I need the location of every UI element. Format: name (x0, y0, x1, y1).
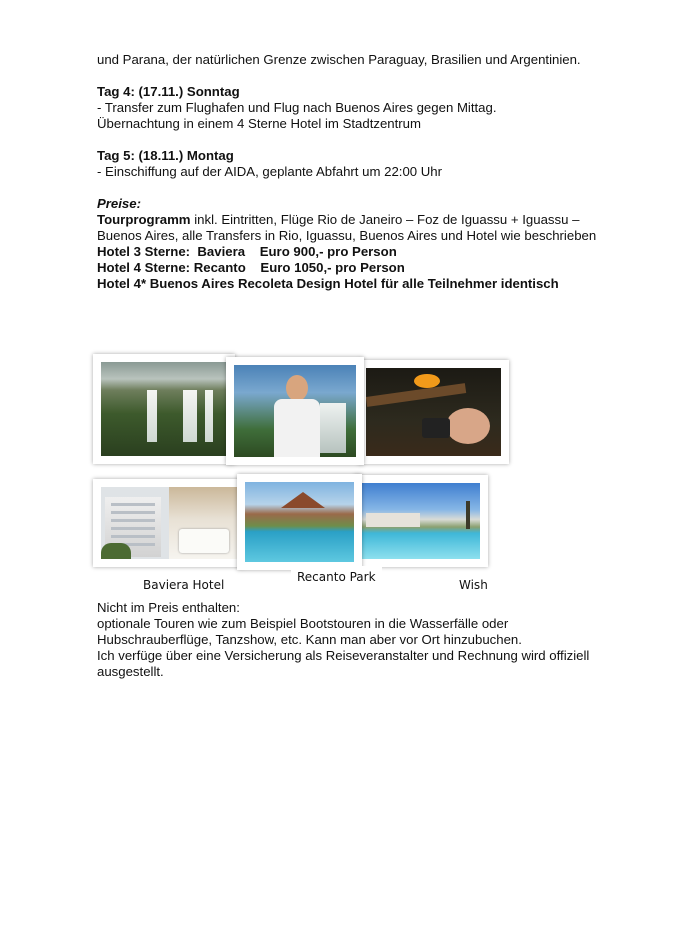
photo-recanto-park (237, 474, 362, 570)
tour-program-label: Tourprogramm (97, 212, 191, 227)
tour-program-description: inkl. Eintritten, Flüge Rio de Janeiro – Foz de Iguassu + Iguassu – Buenos Aires, alle Transfers in Rio, Iguassu, Buenos Aires und Hotel wie beschrieben (97, 212, 597, 243)
day4-heading: Tag 4: (17.11.) Sonntag (97, 84, 240, 99)
day4-line2: Übernachtung in einem 4 Sterne Hotel im Stadtzentrum (97, 116, 421, 131)
not-included-heading: Nicht im Preis enthalten: (97, 600, 240, 615)
day5-heading: Tag 5: (18.11.) Montag (97, 148, 234, 163)
insurance-text: Ich verfüge über eine Versicherung als Reiseveranstalter und Rechnung wird offiziell ausgestellt. (97, 648, 590, 679)
optional-tours-text: optionale Touren wie zum Beispiel Bootstouren in die Wasserfälle oder Hubschrauberflüge, Tanzshow, etc. Kann man aber vor Ort hinzubuchen. (97, 616, 522, 647)
photo-man-at-falls (226, 357, 364, 465)
prices-heading: Preise: (97, 196, 141, 211)
photo-toucan (358, 360, 509, 464)
photo-waterfalls (93, 354, 235, 464)
day5-line1: - Einschiffung auf der AIDA, geplante Abfahrt um 22:00 Uhr (97, 164, 443, 179)
photo-wish-hotel (354, 475, 488, 567)
price-hotel-4-stars: Hotel 4 Sterne: Recanto Euro 1050,- pro Person (97, 260, 405, 275)
buenos-aires-hotel-note: Hotel 4* Buenos Aires Recoleta Design Hotel für alle Teilnehmer identisch (97, 276, 559, 291)
intro-text: und Parana, der natürlichen Grenze zwischen Paraguay, Brasilien und Argentinien. (97, 52, 581, 67)
price-hotel-3-stars: Hotel 3 Sterne: Baviera Euro 900,- pro Person (97, 244, 397, 259)
day4-line1: - Transfer zum Flughafen und Flug nach Buenos Aires gegen Mittag. (97, 100, 497, 115)
tour-program-text (97, 212, 597, 244)
caption-recanto: Recanto Park (291, 566, 382, 592)
caption-wish: Wish (459, 578, 488, 592)
photo-baviera-hotel (93, 479, 245, 567)
caption-baviera: Baviera Hotel (143, 578, 225, 592)
document-body (97, 52, 597, 292)
bottom-text (97, 600, 597, 680)
